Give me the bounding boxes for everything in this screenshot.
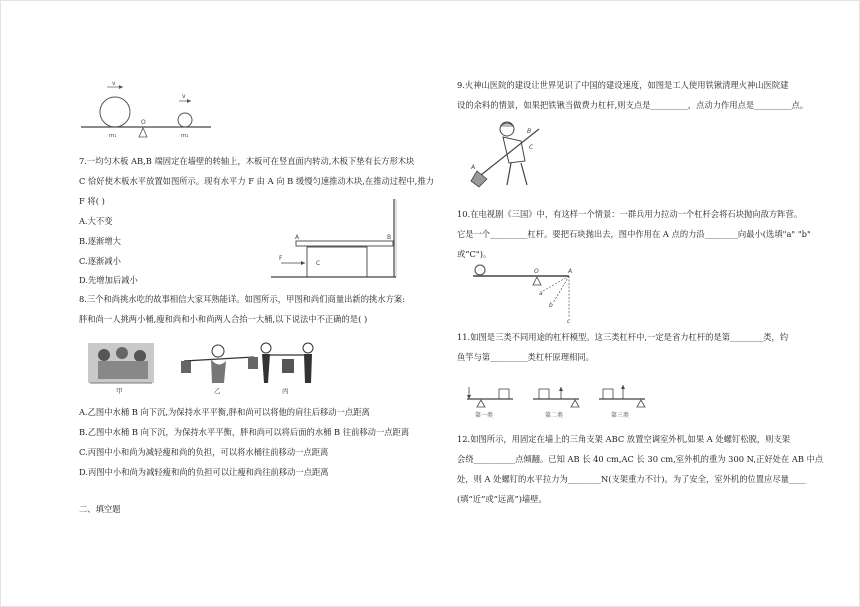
q10-line3: 或“C")。 [457,249,492,259]
q8-option-b: B.乙图中水桶 B 向下沉，为保持水平平衡，胖和尚可以将后面的水桶 B 往前移动一点距离 [79,427,410,437]
q8-option-d: D.丙图中小和尚为减轻瘦和尚的负担可以让瘦和尚往前移动一点距离 [79,467,329,477]
fig-label: C [529,144,534,151]
fig-label: m₁ [109,133,117,139]
fig-label: O [534,268,539,275]
q7-line2: C 恰好使木板水平放置如图所示。现有水平力 F 由 A 向 B 缓慢匀速推动木块,在推动过程中,推力 [79,176,434,186]
fig-label: 丙 [282,387,289,395]
q7-option-d: D.先增加后减小 [79,275,138,285]
q8-option-a: A.乙图中水桶 B 向下沉,为保持水平平衡,胖和尚可以将他的肩往后移动一点距离 [79,407,370,417]
fig-label: a [539,290,543,297]
q7-line1: 7.一均匀木板 AB,B 端固定在墙壁的转轴上，木板可在竖直面内转动,木板下垫有长方形木块 [79,156,415,166]
lever-class-label: 第二类 [545,412,564,419]
q10-line2: 它是一个_________杠杆。要把石块抛出去，图中作用在 A 点的力沿________向最小(选填"a" "b" [457,229,811,239]
q8-option-c: C.丙图中小和尚为减轻瘦和尚的负担，可以将水桶往前移动一点距离 [79,447,329,457]
q11-line1: 11.如图是三类不同用途的杠杆模型。这三类杠杆中,一定是省力杠杆的是第________类，钓 [457,332,789,342]
fig-label: A [295,234,300,241]
fig-label: C [316,260,321,267]
q12-line1: 12.如图所示，用固定在墙上的三角支架 ABC 放置空调室外机,如果 A 处螺钉松脱，则支架 [457,434,791,444]
three-monks-figure [86,339,326,395]
q12-line2: 会绕__________点倾翻。已知 AB 长 40 cm,AC 长 30 cm,室外机的重为 300 N,正好处在 AB 中点 [457,454,824,464]
fig-label: O [141,119,146,126]
lever-class-label: 第三类 [611,412,630,419]
q8-line1: 8.三个和尚挑水吃的故事相信大家耳熟能详。如图所示，甲图和尚们商量出新的挑水方案: [79,294,405,304]
three-lever-models-figure [461,379,661,421]
fig-label: F [279,255,283,262]
fig-label: A [568,268,573,275]
catapult-lever-figure [471,263,581,323]
fig-label: 甲 [116,387,123,395]
board-block-figure [271,197,411,282]
fig-label: m₂ [181,133,189,139]
section-heading: 二、填空题 [79,504,121,514]
q7-line3: F 将( ) [79,196,105,206]
q10-line1: 10.在电视剧《三国》中，有这样一个情景：一群兵用力拉动一个杠杆会将石块抛向敌方阵营。 [457,209,803,219]
q9-line2: 设的余料的情景，如果把铁锹当做费力杠杆,则支点是_________，点动力作用点是_________点。 [457,100,809,110]
two-balls-lever-figure [81,81,221,141]
q7-option-a: A.大不变 [79,216,113,226]
fig-label: v [182,93,186,100]
q11-line2: 鱼竿与第_________类杠杆原理相同。 [457,352,594,362]
fig-label: c [567,318,571,325]
worker-shovel-figure [469,119,559,191]
fig-label: B [527,128,532,135]
fig-label: A [471,164,476,171]
fig-label: B [387,234,392,241]
fig-label: 乙 [214,387,221,395]
q12-line3: 处，则 A 处螺钉的水平拉力为________N(支架重力不计)。为了安全，室外机的位置应尽量____ [457,474,806,484]
q9-line1: 9.火神山医院的建设让世界见识了中国的建设速度，如图是工人使用铁锹清理火神山医院建 [457,80,789,90]
fig-label: v [112,80,116,87]
q7-option-c: C.逐渐减小 [79,256,121,266]
q8-line2: 胖和尚一人挑两小桶,瘦和尚和小和尚两人合抬一大桶,以下说法中不正确的是( ) [79,314,368,324]
q7-option-b: B.逐渐增大 [79,236,121,246]
q12-line4: (填“近”或“远离”)墙壁。 [457,494,547,504]
lever-class-label: 第一类 [475,412,494,419]
fig-label: b [549,302,553,309]
